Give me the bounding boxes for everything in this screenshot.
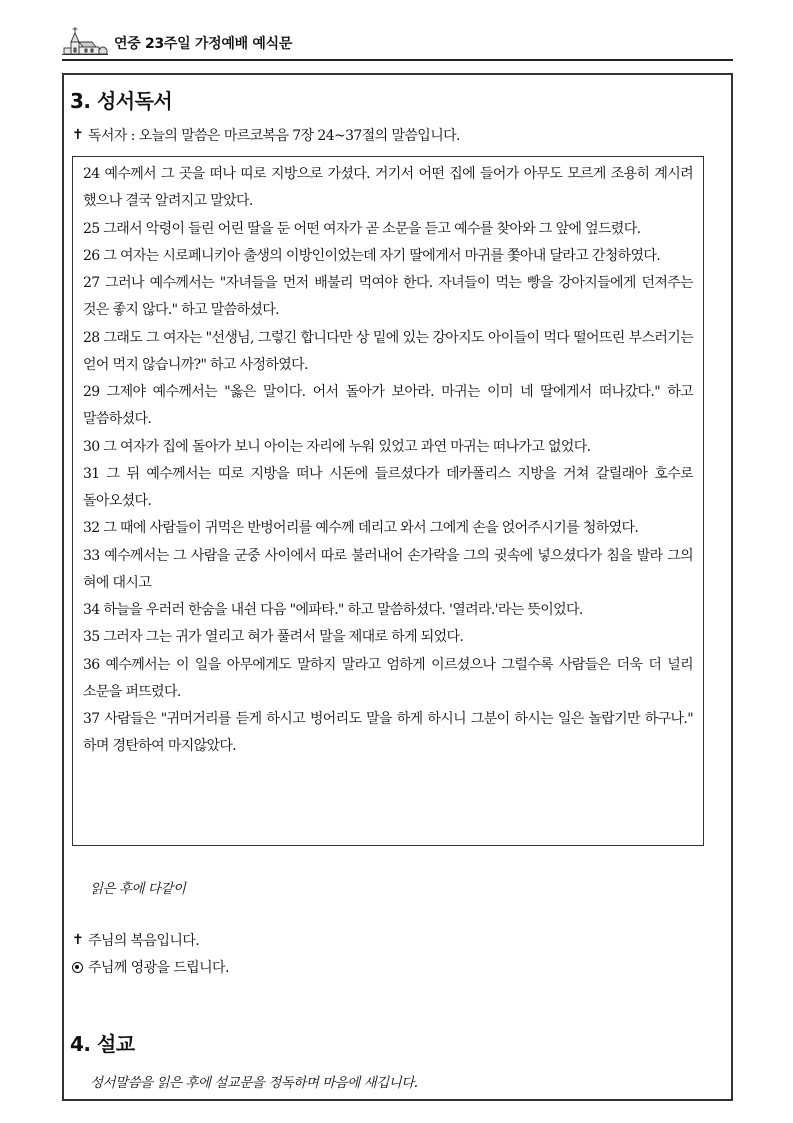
verse-28: 28 그래도 그 여자는 "선생님, 그렇긴 합니다만 상 밑에 있는 강아지도 아이들이 먹다 떨어뜨린 부스러기는 얻어 먹지 않습니까?" 하고 사정하였다. bbox=[83, 329, 693, 373]
verse-30: 30 그 여자가 집에 돌아가 보니 아이는 자리에 누워 있었고 과연 마귀는 떠나가고 없었다. bbox=[83, 438, 591, 455]
section-title-reading: 3. 성서독서 bbox=[70, 89, 173, 113]
verse-34: 34 하늘을 우러러 한숨을 내쉰 다음 "에파타." 하고 말씀하셨다. '열려라.'라는 뜻이었다. bbox=[83, 602, 583, 618]
document-title: 연중 23주일 가정예배 예식문 bbox=[114, 36, 293, 52]
verse-35: 35 그러자 그는 귀가 열리고 혀가 풀려서 말을 제대로 하게 되었다. bbox=[83, 629, 464, 646]
verse-27: 27 그러나 예수께서는 "자녀들을 먼저 배불리 먹여야 한다. 자녀들이 먹는 빵을 강아지들에게 던져주는 것은 좋지 않다." 하고 말씀하셨다. bbox=[83, 275, 693, 319]
page-header bbox=[62, 22, 732, 56]
reader-line bbox=[72, 125, 460, 145]
verse-37: 37 사람들은 "귀머거리를 듣게 하시고 벙어리도 말을 하게 하시니 그분이 하시는 일은 놀랍기만 하구나." 하며 경탄하여 마지않았다. bbox=[83, 711, 693, 755]
congregation-circle-icon bbox=[72, 962, 83, 973]
verse-32: 32 그 때에 사람들이 귀먹은 반벙어리를 예수께 데리고 와서 그에게 손을 얹어주시기를 청하였다. bbox=[83, 520, 639, 537]
after-reading-note: 읽은 후에 다같이 bbox=[90, 881, 186, 897]
sermon-note: 성서말씀을 읽은 후에 설교문을 정독하며 마음에 새깁니다. bbox=[90, 1075, 418, 1091]
verse-24: 24 예수께서 그 곳을 떠나 띠로 지방으로 가셨다. 거기서 어떤 집에 들어가 아무도 모르게 조용히 계시려 했으나 결국 알려지고 말았다. bbox=[83, 166, 693, 210]
verse-36: 36 예수께서는 이 일을 아무에게도 말하지 말라고 엄하게 이르셨으나 그럴수록 사람들은 더욱 더 널리 소문을 퍼뜨렸다. bbox=[83, 656, 694, 700]
section-title-sermon: 4. 설교 bbox=[70, 1032, 135, 1056]
response-text-1: 주님의 복음입니다. bbox=[88, 933, 200, 949]
response-line-2 bbox=[72, 957, 229, 977]
verse-25: 25 그래서 악령이 들린 어린 딸을 둔 어떤 여자가 곧 소문을 듣고 예수를 찾아와 그 앞에 엎드렸다. bbox=[83, 220, 641, 237]
verse-26: 26 그 여자는 시로페니키아 출생의 이방인이었는데 자기 딸에게서 마귀를 쫓아내 달라고 간청하였다. bbox=[83, 247, 661, 264]
verse-33: 33 예수께서는 그 사람을 군중 사이에서 따로 불러내어 손가락을 그의 귓속에 넣으셨다가 침을 발라 그의 혀에 대시고 bbox=[83, 547, 693, 591]
response-line-1 bbox=[72, 930, 199, 950]
verse-list bbox=[83, 157, 693, 761]
church-icon bbox=[62, 26, 108, 56]
verse-29: 29 그제야 예수께서는 "옳은 말이다. 어서 돌아가 보아라. 마귀는 이미 네 딸에게서 떠나갔다." 하고 말씀하셨다. bbox=[83, 384, 693, 428]
cross-icon: ✝ bbox=[72, 127, 84, 143]
reader-text: 독서자 : 오늘의 말씀은 마르코복음 7장 24~37절의 말씀입니다. bbox=[88, 128, 460, 144]
header-divider bbox=[62, 59, 733, 61]
scripture-box bbox=[72, 156, 704, 846]
content-frame bbox=[62, 73, 733, 1101]
verse-31: 31 그 뒤 예수께서는 띠로 지방을 떠나 시돈에 들르셨다가 데카폴리스 지방을 거쳐 갈릴래아 호수로 돌아오셨다. bbox=[83, 465, 693, 509]
cross-icon: ✝ bbox=[72, 932, 84, 948]
response-text-2: 주님께 영광을 드립니다. bbox=[88, 960, 229, 976]
